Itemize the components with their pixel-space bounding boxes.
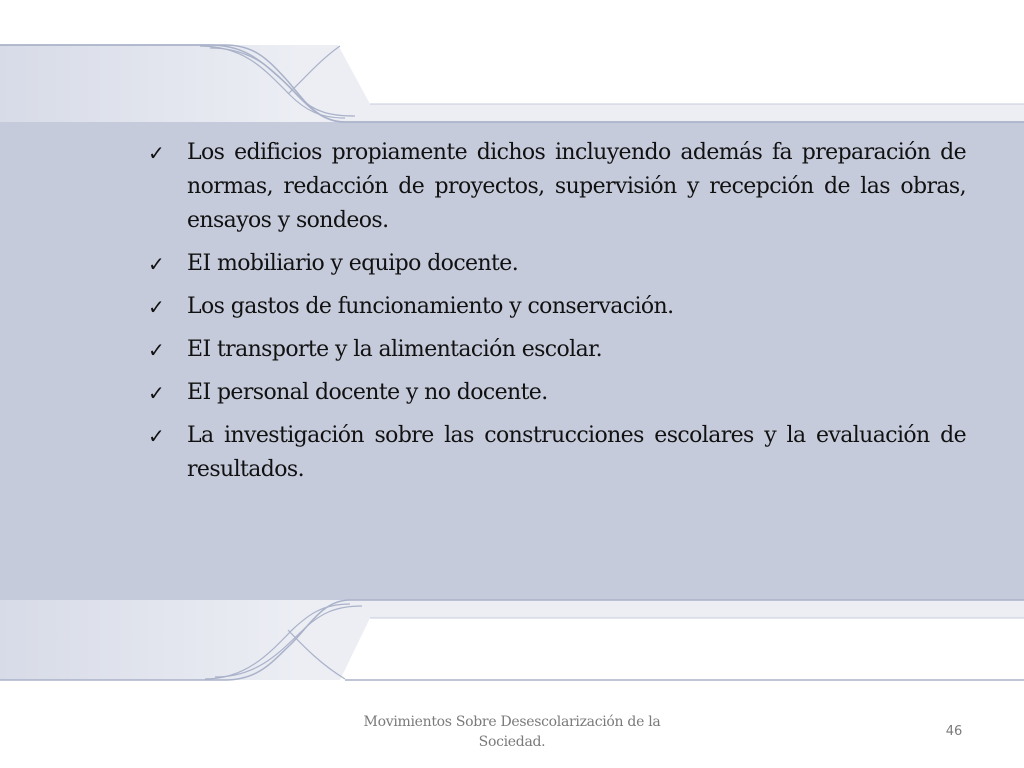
bullet-item	[146, 419, 966, 487]
bullet-item	[146, 376, 966, 410]
top-band-left	[0, 45, 300, 123]
bullet-text: Los gastos de funcionamiento y conservación.	[187, 294, 674, 319]
bullet-item	[146, 136, 966, 238]
bottom-ribbon	[340, 618, 1024, 680]
bullet-text: EI personal docente y no docente.	[187, 380, 548, 405]
checkmark-icon: ✓	[148, 295, 165, 319]
bullet-item	[146, 247, 966, 281]
bullet-item	[146, 290, 966, 324]
page-number: 46	[945, 724, 963, 739]
bullet-text: EI mobiliario y equipo docente.	[187, 251, 519, 276]
top-ribbon	[338, 45, 1024, 104]
bullet-text: La investigación sobre las construcciones escolares y la evaluación de resultados.	[187, 423, 966, 482]
checkmark-icon: ✓	[148, 141, 165, 165]
footer-text: Movimientos Sobre Desescolarización de la Sociedad.	[363, 714, 661, 750]
checkmark-icon: ✓	[148, 424, 165, 448]
bullet-text: Los edificios propiamente dichos incluyendo además fa preparación de normas, redacción de proyectos, supervisión y recepción de las obras, ensayos y sondeos.	[187, 140, 966, 233]
bullet-item	[146, 333, 966, 367]
checkmark-icon: ✓	[148, 338, 165, 362]
checkmark-icon: ✓	[148, 252, 165, 276]
checkmark-icon: ✓	[148, 381, 165, 405]
bullet-list	[146, 136, 966, 496]
bullet-text: EI transporte y la alimentación escolar.	[187, 337, 603, 362]
